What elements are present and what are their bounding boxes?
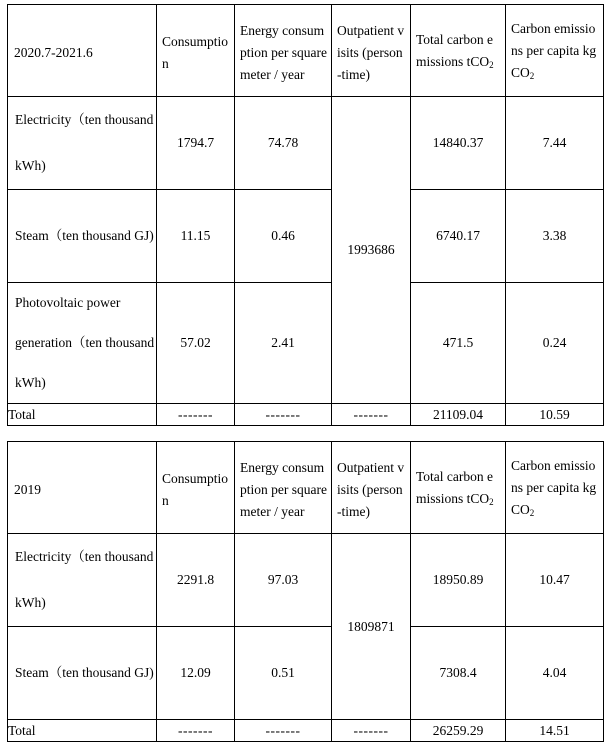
co2-subscript: 2 <box>529 508 535 518</box>
total-carbon-cell: 471.5 <box>411 283 506 404</box>
period-header-cell <box>8 5 157 97</box>
co2-subscript: 2 <box>489 497 494 507</box>
energy-per-sqm-cell: ------- <box>235 720 332 742</box>
row-label-cell <box>8 627 157 720</box>
consumption-cell: 1794.7 <box>157 97 235 190</box>
co2-subscript: 2 <box>529 71 535 81</box>
total-carbon-cell: 6740.17 <box>411 190 506 283</box>
per-capita-header-cell <box>506 442 604 534</box>
row-label: Steam（ten thousand GJ) <box>15 665 154 680</box>
consumption-cell: 11.15 <box>157 190 235 283</box>
per-capita-cell: 4.04 <box>506 627 604 720</box>
table-row-total <box>8 720 604 742</box>
total-carbon-header-cell <box>411 442 506 534</box>
consumption-cell: 2291.8 <box>157 534 235 627</box>
row-label-cell <box>8 97 157 190</box>
table-row-electricity <box>8 534 604 627</box>
row-label-cell <box>8 283 157 404</box>
total-carbon-cell: 21109.04 <box>411 404 506 426</box>
outpatient-header-cell <box>332 442 411 534</box>
total-label-cell: Total <box>8 404 157 426</box>
energy-per-sqm-cell: 97.03 <box>235 534 332 627</box>
period-label: 2020.7-2021.6 <box>14 44 93 60</box>
outpatient-visits-cell: ------- <box>332 404 411 426</box>
per-capita-header <box>506 14 603 87</box>
outpatient-visits-cell: 1809871 <box>332 534 411 720</box>
energy-table-2019 <box>7 441 604 742</box>
total-carbon-cell: 18950.89 <box>411 534 506 627</box>
period-header-cell <box>8 442 157 534</box>
consumption-header-cell <box>157 5 235 97</box>
consumption-cell: 12.09 <box>157 627 235 720</box>
row-label: Electricity（ten thousand kWh) <box>15 549 154 610</box>
table-row-electricity <box>8 97 604 190</box>
consumption-cell: 57.02 <box>157 283 235 404</box>
total-carbon-header <box>411 462 505 513</box>
table-row-photovoltaic <box>8 283 604 404</box>
table-row-steam <box>8 190 604 283</box>
row-label-cell <box>8 190 157 283</box>
per-capita-header <box>506 451 603 524</box>
header-row <box>8 5 604 97</box>
total-carbon-header-text: Total carbon emissions tCO <box>416 32 494 69</box>
per-capita-header-text: Carbon emissions per capita kgCO <box>511 21 597 80</box>
consumption-cell: ------- <box>157 720 235 742</box>
energy-per-sqm-cell: 2.41 <box>235 283 332 404</box>
outpatient-visits-cell: ------- <box>332 720 411 742</box>
energy-per-sqm-cell: 0.51 <box>235 627 332 720</box>
consumption-header: Consumption <box>162 33 229 71</box>
consumption-cell: ------- <box>157 404 235 426</box>
header-row <box>8 442 604 534</box>
per-capita-header-text: Carbon emissions per capita kgCO <box>511 458 597 517</box>
table-row-total <box>8 404 604 426</box>
energy-per-sqm-header: Energy consumption per square meter / year <box>240 22 327 82</box>
total-carbon-header-cell <box>411 5 506 97</box>
consumption-header-cell <box>157 442 235 534</box>
per-capita-header-cell <box>506 5 604 97</box>
total-carbon-cell: 26259.29 <box>411 720 506 742</box>
outpatient-header: Outpatient visits (person-time) <box>337 22 405 82</box>
per-capita-cell: 10.59 <box>506 404 604 426</box>
row-label-cell <box>8 534 157 627</box>
energy-per-sqm-header: Energy consumption per square meter / year <box>240 459 327 519</box>
energy-per-sqm-header-cell <box>235 5 332 97</box>
row-label: Steam（ten thousand GJ) <box>15 228 154 243</box>
energy-per-sqm-cell: ------- <box>235 404 332 426</box>
per-capita-cell: 3.38 <box>506 190 604 283</box>
outpatient-header: Outpatient visits (person-time) <box>337 459 405 519</box>
outpatient-visits-cell: 1993686 <box>332 97 411 404</box>
per-capita-cell: 14.51 <box>506 720 604 742</box>
total-label-cell: Total <box>8 720 157 742</box>
row-label: Photovoltaic power generation（ten thousand kWh) <box>15 295 155 390</box>
co2-subscript: 2 <box>489 60 494 70</box>
consumption-header: Consumption <box>162 470 229 508</box>
total-carbon-header-text: Total carbon emissions tCO <box>416 469 494 506</box>
row-label: Electricity（ten thousand kWh) <box>15 112 154 173</box>
total-carbon-cell: 14840.37 <box>411 97 506 190</box>
outpatient-header-cell <box>332 5 411 97</box>
per-capita-cell: 0.24 <box>506 283 604 404</box>
energy-per-sqm-cell: 0.46 <box>235 190 332 283</box>
per-capita-cell: 10.47 <box>506 534 604 627</box>
table-row-steam <box>8 627 604 720</box>
total-carbon-cell: 7308.4 <box>411 627 506 720</box>
energy-table-2020-2021 <box>7 4 604 426</box>
total-carbon-header <box>411 25 505 76</box>
period-label: 2019 <box>14 481 41 497</box>
energy-per-sqm-header-cell <box>235 442 332 534</box>
energy-per-sqm-cell: 74.78 <box>235 97 332 190</box>
per-capita-cell: 7.44 <box>506 97 604 190</box>
